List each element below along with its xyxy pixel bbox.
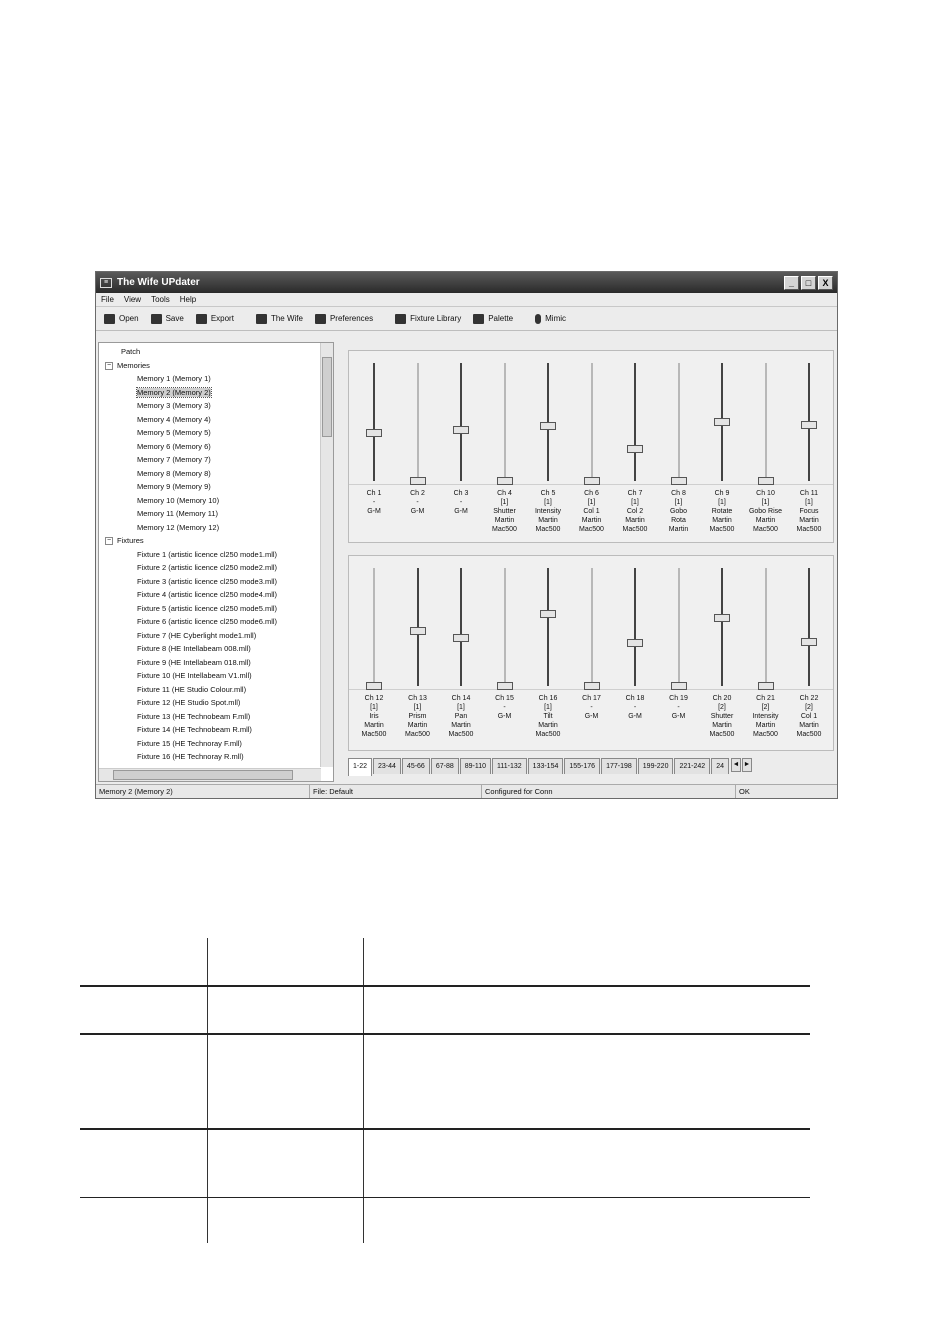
wife-icon (256, 314, 267, 324)
preferences-button[interactable] (315, 314, 373, 324)
tree-item-label: Fixture 16 (HE Technoray R.mll) (137, 752, 244, 761)
fader-knob[interactable] (627, 639, 643, 647)
fader-knob[interactable] (410, 477, 426, 485)
fixture-library-button[interactable] (395, 314, 461, 324)
fader-track[interactable] (504, 363, 506, 481)
tree-item-label: Memory 10 (Memory 10) (137, 495, 220, 505)
status-state: OK (739, 787, 750, 796)
fader-knob[interactable] (584, 477, 600, 485)
window-title: The Wife UPdater (117, 277, 200, 288)
channel-label: Ch 4 [1] Shutter Martin Mac500 (492, 490, 517, 533)
tree-item-label: Fixture 5 (artistic licence cl250 mode5.mll) (137, 603, 278, 613)
channel-label: Ch 11 [1] Focus Martin Mac500 (796, 490, 822, 533)
fader-track[interactable] (460, 568, 462, 686)
save-label: Save (165, 314, 184, 323)
fader-knob[interactable] (453, 634, 469, 642)
palette-button[interactable] (473, 314, 513, 324)
tab-channels[interactable]: 45-66 (402, 758, 430, 774)
tree-item-label: Fixture 14 (HE Technobeam R.mll) (137, 725, 252, 734)
palette-label: Palette (488, 314, 514, 323)
menu-bar (96, 293, 837, 307)
open-button[interactable] (104, 314, 139, 324)
fader-knob[interactable] (714, 614, 730, 622)
channel-fader[interactable] (571, 351, 613, 542)
channel-fader[interactable] (527, 351, 569, 542)
fader-track[interactable] (678, 568, 680, 686)
channel-label: Ch 21 [2] Intensity Martin Mac500 (752, 695, 779, 738)
fader-bank-bottom (348, 555, 834, 751)
status-bar (96, 784, 837, 798)
channel-fader[interactable] (571, 556, 613, 750)
fader-knob[interactable] (453, 426, 469, 434)
fader-track[interactable] (634, 363, 636, 481)
table-row-rule (80, 1033, 810, 1035)
channel-label: Ch 14 [1] Pan Martin Mac500 (448, 695, 474, 738)
fader-knob[interactable] (758, 477, 774, 485)
tree-item[interactable] (99, 548, 321, 562)
tree-horizontal-scrollbar[interactable] (99, 768, 321, 781)
channel-label: Ch 9 [1] Rotate Martin Mac500 (709, 490, 735, 533)
channel-fader[interactable] (658, 351, 700, 542)
channel-label: Ch 12 [1] Iris Martin Mac500 (361, 695, 387, 738)
channel-fader[interactable] (440, 351, 482, 542)
table-row-rule (80, 1128, 810, 1130)
channel-fader[interactable] (353, 351, 395, 542)
channel-fader[interactable] (484, 351, 526, 542)
tree-item-label: Fixture 9 (HE Intellabeam 018.mll) (137, 657, 251, 667)
tab-channels[interactable]: 111-132 (492, 758, 527, 774)
tab-channels[interactable]: 24 (711, 758, 729, 774)
channel-label: Ch 2 - G-M (410, 490, 425, 515)
channel-fader[interactable] (614, 351, 656, 542)
tree-item[interactable] (99, 453, 321, 467)
status-file: File: Default (310, 785, 482, 798)
channel-label: Ch 22 [2] Col 1 Martin Mac500 (796, 695, 822, 738)
fader-knob[interactable] (497, 477, 513, 485)
tree-item[interactable] (99, 588, 321, 602)
export-button[interactable] (196, 314, 234, 324)
tree-item[interactable] (99, 507, 321, 521)
floppy-disk-icon (151, 314, 162, 324)
tree-item-label: Fixture 7 (HE Cyberlight mode1.mll) (137, 630, 257, 640)
channel-label: Ch 19 - G-M (669, 695, 688, 720)
tree-item-label: Memory 11 (Memory 11) (137, 509, 218, 518)
tree-item-label: Fixture 3 (artistic licence cl250 mode3.mll) (137, 576, 278, 586)
fader-knob[interactable] (366, 682, 382, 690)
channel-fader[interactable] (484, 556, 526, 750)
tree-panel (98, 342, 334, 782)
fixture-library-icon (395, 314, 406, 324)
channel-fader[interactable] (397, 556, 439, 750)
tree-item[interactable] (99, 615, 321, 629)
tree-item[interactable] (99, 656, 321, 670)
fader-track[interactable] (417, 363, 419, 481)
channel-fader[interactable] (745, 351, 787, 542)
tree-item-label: Fixture 15 (HE Technoray F.mll) (137, 738, 242, 748)
channel-label: Ch 17 - G-M (582, 695, 601, 720)
app-icon: ≡ (100, 278, 112, 288)
channel-page-tabs (348, 758, 752, 776)
channel-label: Ch 3 - G-M (453, 490, 469, 515)
tree-item[interactable] (99, 750, 321, 764)
tree-item-label: Fixture 2 (artistic licence cl250 mode2.mll) (137, 563, 278, 572)
fader-track[interactable] (373, 568, 375, 686)
channel-fader[interactable] (788, 351, 830, 542)
tree-item[interactable] (99, 642, 321, 656)
tree-item-label: Memory 3 (Memory 3) (137, 401, 211, 410)
tree-item[interactable] (99, 345, 321, 359)
fader-track[interactable] (721, 568, 723, 686)
folder-open-icon (104, 314, 115, 324)
tree-item[interactable] (99, 494, 321, 508)
tab-channels[interactable]: 199-220 (638, 758, 674, 774)
tree-item[interactable] (99, 629, 321, 643)
fader-knob[interactable] (584, 682, 600, 690)
fixture-library-label: Fixture Library (410, 314, 462, 323)
tree-item-label: Fixtures (117, 536, 144, 545)
tree-item[interactable] (99, 440, 321, 454)
channel-label: Ch 6 [1] Col 1 Martin Mac500 (579, 490, 604, 533)
tree-item-label: Memory 5 (Memory 5) (137, 428, 211, 437)
tab-channels[interactable]: 23-44 (373, 758, 401, 774)
tree-group[interactable] (99, 359, 321, 373)
menu-view[interactable]: View (123, 295, 142, 304)
tree-item[interactable] (99, 399, 321, 413)
palette-icon (473, 314, 484, 324)
tree-item-label: Memory 7 (Memory 7) (137, 455, 211, 464)
tab-channels[interactable]: 177-198 (601, 758, 637, 774)
tree-item[interactable] (99, 372, 321, 386)
tree-item-label: Patch (121, 347, 141, 356)
channel-label: Ch 20 [2] Shutter Martin Mac500 (709, 695, 735, 738)
channel-fader[interactable] (658, 556, 700, 750)
fader-knob[interactable] (758, 682, 774, 690)
tree-item[interactable] (99, 737, 321, 751)
fader-bank-top (348, 350, 834, 543)
toolbar (96, 307, 837, 331)
tree-item[interactable] (99, 710, 321, 724)
channel-fader[interactable] (397, 351, 439, 542)
channel-label: Ch 5 [1] Intensity Martin Mac500 (534, 490, 562, 533)
tree-item-label: Fixture 12 (HE Studio Spot.mll) (137, 698, 241, 707)
tree-item[interactable] (99, 426, 321, 440)
memory-tree (99, 343, 321, 767)
fader-knob[interactable] (540, 610, 556, 618)
table-row-rule (80, 1197, 810, 1198)
document-table (80, 938, 810, 1243)
tree-item-label: Fixture 1 (artistic licence cl250 mode1.mll) (137, 549, 278, 559)
table-header-rule (80, 985, 810, 987)
fader-knob[interactable] (671, 477, 687, 485)
tree-item[interactable] (99, 723, 321, 737)
tree-collapse-icon[interactable]: − (106, 537, 112, 545)
fader-track[interactable] (678, 363, 680, 481)
app-window (95, 271, 838, 799)
channel-label: Ch 18 - G-M (625, 695, 645, 720)
mimic-button[interactable] (535, 314, 566, 324)
fader-track[interactable] (504, 568, 506, 686)
fader-track[interactable] (808, 568, 810, 686)
channel-label: Ch 1 - G-M (366, 490, 382, 515)
close-button[interactable]: X (818, 276, 833, 290)
the-wife-label: The Wife (270, 314, 303, 323)
tab-channels[interactable]: 155-176 (564, 758, 600, 774)
channel-fader[interactable] (788, 556, 830, 750)
fader-track[interactable] (460, 363, 462, 481)
tree-item[interactable] (99, 386, 321, 400)
tree-item-label: Memory 2 (Memory 2) (137, 387, 211, 397)
menu-help[interactable]: Help (179, 295, 197, 304)
the-wife-button[interactable] (256, 314, 303, 324)
fader-panel (342, 342, 836, 782)
fader-knob[interactable] (801, 421, 817, 429)
tab-channels[interactable]: 133-154 (528, 758, 564, 774)
channel-label: Ch 15 - G-M (495, 695, 514, 720)
preferences-icon (315, 314, 326, 324)
fader-knob[interactable] (366, 429, 382, 437)
tree-item-label: Memory 9 (Memory 9) (137, 482, 211, 491)
export-label: Export (210, 314, 234, 323)
mimic-icon (535, 314, 541, 324)
tree-vertical-scrollbar[interactable] (320, 343, 333, 767)
channel-label: Ch 7 [1] Col 2 Martin Mac500 (622, 490, 648, 533)
channel-fader[interactable] (353, 556, 395, 750)
fader-track[interactable] (634, 568, 636, 686)
tree-item[interactable] (99, 480, 321, 494)
tree-vscroll-thumb[interactable] (322, 357, 332, 437)
title-bar[interactable] (96, 272, 837, 293)
save-button[interactable] (151, 314, 184, 324)
fader-knob[interactable] (497, 682, 513, 690)
preferences-label: Preferences (329, 314, 374, 323)
tree-item-label: Fixture 6 (artistic licence cl250 mode6.mll) (137, 617, 278, 626)
tree-group[interactable] (99, 534, 321, 548)
tree-hscroll-thumb[interactable] (113, 770, 293, 780)
minimize-button[interactable]: _ (784, 276, 799, 290)
tree-collapse-icon[interactable]: − (106, 361, 112, 369)
channel-fader[interactable] (701, 351, 743, 542)
tree-item-label: Fixture 4 (artistic licence cl250 mode4.mll) (137, 590, 278, 599)
tree-item[interactable] (99, 575, 321, 589)
tree-item[interactable] (99, 683, 321, 697)
menu-file[interactable]: File (101, 295, 114, 304)
tree-item-label: Fixture 8 (HE Intellabeam 008.mll) (137, 644, 251, 653)
tree-item-label: Fixture 10 (HE Intellabeam V1.mll) (137, 671, 252, 680)
channel-fader[interactable] (745, 556, 787, 750)
open-label: Open (119, 314, 139, 323)
tree-item[interactable] (99, 602, 321, 616)
tree-item-label: Memory 4 (Memory 4) (137, 414, 211, 424)
fader-knob[interactable] (540, 422, 556, 430)
tree-item-label: Fixture 11 (HE Studio Colour.mll) (137, 684, 247, 694)
menu-tools[interactable]: Tools (151, 295, 170, 304)
tree-item[interactable] (99, 413, 321, 427)
tree-item[interactable] (99, 521, 321, 535)
tree-item[interactable] (99, 696, 321, 710)
channel-label: Ch 16 [1] Tilt Martin Mac500 (535, 695, 561, 738)
export-icon (196, 314, 207, 324)
status-config: Configured for Conn (482, 785, 736, 798)
fader-knob[interactable] (410, 627, 426, 635)
fader-knob[interactable] (671, 682, 687, 690)
channel-label: Ch 10 [1] Gobo Rise Martin Mac500 (748, 490, 783, 533)
tree-item-label: Memory 6 (Memory 6) (137, 441, 211, 451)
channel-fader[interactable] (701, 556, 743, 750)
fader-track[interactable] (765, 568, 767, 686)
tab-scroll-left-icon[interactable]: ◄ (731, 758, 741, 772)
channel-label: Ch 13 [1] Prism Martin Mac500 (405, 695, 430, 738)
fader-knob[interactable] (714, 418, 730, 426)
tab-channels[interactable]: 221-242 (674, 758, 710, 774)
tree-item[interactable] (99, 669, 321, 683)
tab-channels[interactable]: 1-22 (348, 758, 372, 776)
fader-knob[interactable] (627, 445, 643, 453)
fader-track[interactable] (765, 363, 767, 481)
tree-item-label: Memory 8 (Memory 8) (137, 468, 211, 478)
channel-fader[interactable] (527, 556, 569, 750)
fader-track[interactable] (591, 568, 593, 686)
status-memory: Memory 2 (Memory 2) (96, 785, 310, 798)
tab-channels[interactable]: 89-110 (460, 758, 491, 774)
tree-item[interactable] (99, 561, 321, 575)
fader-knob[interactable] (801, 638, 817, 646)
tree-item-label: Memory 12 (Memory 12) (137, 522, 220, 532)
channel-fader[interactable] (614, 556, 656, 750)
tree-item-label: Memories (117, 360, 150, 370)
channel-label: Ch 8 [1] Gobo Rota Martin (668, 490, 689, 533)
maximize-button[interactable]: □ (801, 276, 816, 290)
tree-item-label: Fixture 13 (HE Technobeam F.mll) (137, 711, 251, 721)
fader-track[interactable] (373, 363, 375, 481)
channel-fader[interactable] (440, 556, 482, 750)
tab-channels[interactable]: 67-88 (431, 758, 459, 774)
fader-track[interactable] (547, 568, 549, 686)
mimic-label: Mimic (545, 314, 567, 323)
tree-item[interactable] (99, 467, 321, 481)
fader-track[interactable] (591, 363, 593, 481)
tab-scroll-right-icon[interactable]: ► (742, 758, 752, 772)
tree-item-label: Memory 1 (Memory 1) (137, 374, 211, 383)
